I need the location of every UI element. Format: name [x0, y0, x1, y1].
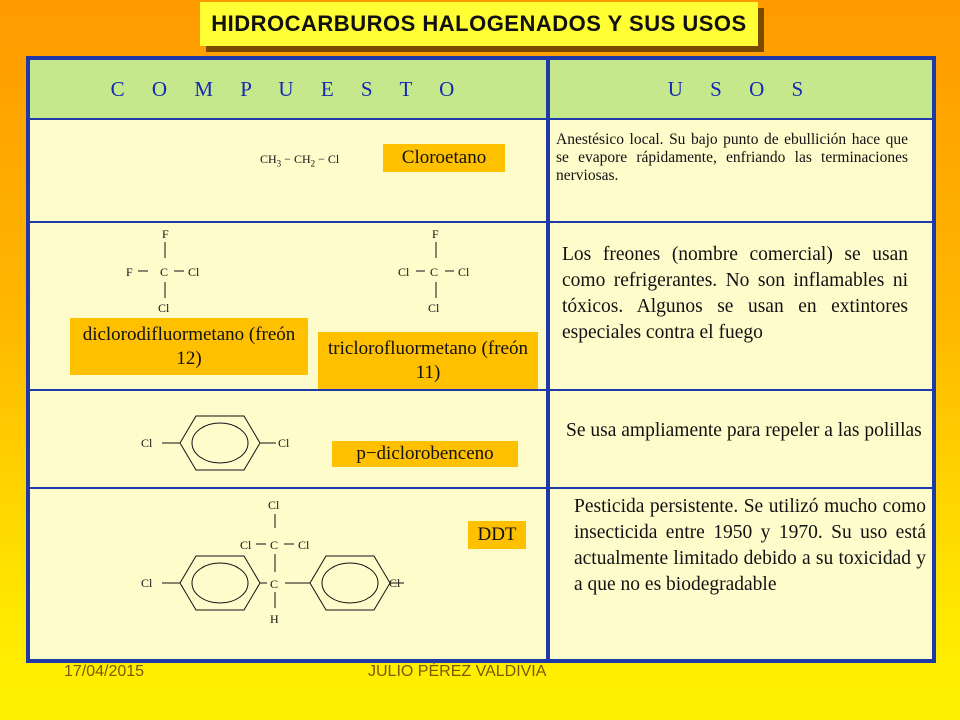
- cloroetano-formula: $CH_3 - CH_2 - Cl$: [260, 152, 340, 169]
- freon12-formula: [116, 224, 216, 316]
- slide-title: HIDROCARBUROS HALOGENADOS Y SUS USOS: [200, 2, 758, 46]
- column-divider: [546, 60, 550, 659]
- atom-label: Cl: [278, 436, 290, 450]
- atom-label: H: [270, 612, 279, 626]
- atom-label: F: [126, 265, 133, 279]
- atom-label: Cl: [240, 538, 252, 552]
- ddt-formula: [140, 494, 420, 634]
- header-compound: C O M P U E S T O: [30, 60, 546, 118]
- atom-label: F: [162, 227, 169, 241]
- use-cloroetano: Anestésico local. Su bajo punto de ebullición hace que se evapore rápidamente, enfriando las terminaciones nerviosas.: [556, 131, 908, 184]
- atom-label: Cl: [141, 576, 153, 590]
- name-cloroetano: Cloroetano: [383, 144, 505, 172]
- use-freones: Los freones (nombre comercial) se usan como refrigerantes. No son inflamables ni tóxicos. Algunos se usan en extintores especiales contra el fuego: [562, 244, 908, 343]
- atom-label: Cl: [158, 301, 170, 315]
- atom-label: F: [432, 227, 439, 241]
- name-p-diclorobenceno: p−diclorobenceno: [332, 441, 518, 467]
- footer-date: 17/04/2015: [64, 663, 145, 680]
- atom-label: Cl: [141, 436, 153, 450]
- header-uses: U S O S: [550, 60, 932, 118]
- atom-label: Cl: [298, 538, 310, 552]
- use-ddt: Pesticida persistente. Se utilizó mucho como insecticida entre 1950 y 1970. Su uso está actualmente limitado debido a su toxicidad y a que no es biodegradable: [574, 496, 926, 595]
- freon11-formula: [390, 224, 490, 316]
- row-divider: [30, 389, 932, 391]
- p-diclorobenceno-formula: [140, 404, 300, 484]
- name-ddt: DDT: [468, 521, 526, 549]
- row-divider: [30, 118, 932, 120]
- name-freon11: triclorofluormetano (freón 11): [318, 332, 538, 389]
- footer-author: JULIO PÉREZ VALDIVIA: [368, 663, 547, 680]
- row-divider: [30, 487, 932, 489]
- atom-label: Cl: [188, 265, 200, 279]
- atom-label: Cl: [268, 498, 280, 512]
- atom-label: C: [430, 265, 439, 279]
- compounds-table: [26, 56, 936, 663]
- atom-label: Cl: [398, 265, 410, 279]
- atom-label: Cl: [389, 576, 401, 590]
- name-freon12: diclorodifluormetano (freón 12): [70, 318, 308, 375]
- atom-label: C: [270, 538, 279, 552]
- use-p-diclorobenceno: Se usa ampliamente para repeler a las polillas: [566, 420, 922, 441]
- atom-label: Cl: [458, 265, 470, 279]
- atom-label: C: [270, 577, 279, 591]
- row-divider: [30, 221, 932, 223]
- atom-label: C: [160, 265, 169, 279]
- atom-label: Cl: [428, 301, 440, 315]
